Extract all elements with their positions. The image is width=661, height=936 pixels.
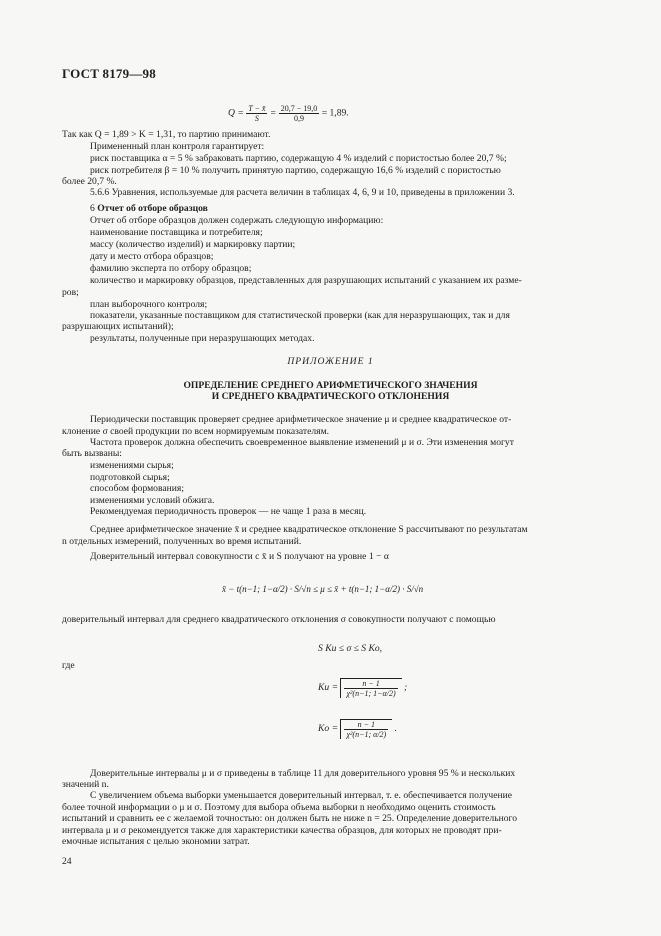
appendix-period: Рекомендуемая периодичность проверок — не чаще 1 раза в месяц. <box>90 506 367 517</box>
formula-ku-lhs: Kи = <box>318 682 339 694</box>
appendix-table11: Доверительные интервалы μ и σ приведены в таблице 11 для доверительного уровня 95 % и нескольких <box>90 768 516 779</box>
formula-sigma: S Kи ≤ σ ≤ S Kо, <box>318 643 383 654</box>
cause-item: изменениями условий обжига. <box>90 495 215 506</box>
cause-item: способом формования; <box>90 483 184 494</box>
s6-item: дату и место отбора образцов; <box>90 251 214 262</box>
appendix-table11-cont: значений n. <box>62 779 109 790</box>
formula-ko <box>318 719 397 739</box>
formula-ku-den: χ²(n−1; 1−α/2) <box>346 689 396 698</box>
appendix-label: ПРИЛОЖЕНИЕ 1 <box>287 356 374 367</box>
formula-q-frac1-num: T − x̄ <box>248 104 266 113</box>
formula-ko-num: n − 1 <box>344 720 388 730</box>
formula-q: Q = $\frac{T - x̄}{S}$ = $\frac{20,7 - 19,0}{0,9}$ = 1,89. <box>228 104 349 123</box>
formula-q-frac2 <box>279 104 320 123</box>
s6-item: наименование поставщика и потребителя; <box>90 227 263 238</box>
s6-item-indicators: показатели, указанные поставщиком для статистической проверки (как для неразрушающих, так и для <box>90 310 510 321</box>
final-line: более точной информации о μ и σ. Поэтому для выбора объема выборки n необходимо оценить стоимость <box>62 802 496 813</box>
appendix-title-line1: ОПРЕДЕЛЕНИЕ СРЕДНЕГО АРИФМЕТИЧЕСКОГО ЗНАЧЕНИЯ <box>183 380 478 391</box>
formula-ko-frac <box>344 720 388 739</box>
s6-item: Отчет об отборе образцов должен содержать следующую информацию: <box>90 215 384 226</box>
formula-ku-num: n − 1 <box>344 679 397 689</box>
cause-item: подготовкой сырья; <box>90 472 170 483</box>
document-header: ГОСТ 8179—98 <box>62 66 156 81</box>
s6-item-results: результаты, полученные при неразрушающих методах. <box>90 333 315 344</box>
where-label: где <box>62 660 75 671</box>
s6-item-qty: количество и маркировку образцов, представленных для разрушающих испытаний с указанием их разме- <box>90 275 522 286</box>
appendix-para1: Периодически поставщик проверяет среднее арифметическое значение μ и среднее квадратическое от- <box>90 414 512 425</box>
s6-item: массу (количество изделий) и маркировку партии; <box>90 239 296 250</box>
cause-item: изменениями сырья; <box>90 460 174 471</box>
formula-q-lhs: Q = <box>228 107 244 119</box>
formula-ku <box>318 678 407 698</box>
appendix-ci-intro: Доверительный интервал совокупности с x̄ и S получают на уровне 1 − α <box>90 551 389 562</box>
final-line: испытаний и сравнить ее с желаемой точностью: он должен быть не ниже n = 25. Определение доверительного <box>62 813 517 824</box>
formula-ku-end: ; <box>404 682 408 694</box>
text-risk-supplier: риск поставщика α = 5 % забраковать партию, содержащую 4 % изделий с пористостью более 20,7 %; <box>90 153 507 164</box>
section6-number: 6 <box>90 203 98 214</box>
formula-ku-frac <box>344 679 397 698</box>
text-plan: Примененный план контроля гарантирует: <box>90 141 265 152</box>
text-clause-566: 5.6.6 Уравнения, используемые для расчета величин в таблицах 4, 6, 9 и 10, приведены в приложении 3. <box>90 187 515 198</box>
text-since: Так как Q = 1,89 > K = 1,31, то партию принимают. <box>62 129 271 140</box>
s6-item: фамилию эксперта по отбору образцов; <box>90 263 252 274</box>
final-line: С увеличением объема выборки уменьшается доверительный интервал, т. е. обеспечивается получение <box>90 790 513 801</box>
formula-ko-den: χ²(n−1; α/2) <box>346 730 387 739</box>
formula-q-frac2-num: 20,7 − 19,0 <box>280 104 318 113</box>
text-risk-consumer: риск потребителя β = 10 % получить принятую партию, содержащую 16,6 % изделий с пористостью <box>90 165 501 176</box>
text-risk-consumer-cont: более 20,7 %. <box>62 176 117 187</box>
formula-ko-lhs: Kо = <box>318 723 339 735</box>
s6-item-indicators-cont: разрушающих испытаний); <box>62 321 174 332</box>
appendix-mean-cont: n отдельных измерений, полученных во время испытаний. <box>62 536 302 547</box>
appendix-title-line2: И СРЕДНЕГО КВАДРАТИЧЕСКОГО ОТКЛОНЕНИЯ <box>211 391 450 402</box>
s6-item-qty-cont: ров; <box>62 287 79 298</box>
appendix-para2: Частота проверок должна обеспечить своевременное выявление изменений μ и σ. Эти изменения могут <box>90 437 514 448</box>
appendix-para2-cont: быть вызваны: <box>62 448 122 459</box>
formula-ci: x̄ − t(n−1; 1−α/2) · S/√n ≤ μ ≤ x̄ + t(n−1; 1−α/2) · S/√n <box>222 584 424 594</box>
formula-q-frac1 <box>246 104 267 123</box>
formula-ko-sqrt <box>340 719 392 739</box>
formula-ku-sqrt <box>340 678 401 698</box>
appendix-sigma-intro: доверительный интервал для среднего квадратического отклонения σ совокупности получают с помощью <box>62 614 496 625</box>
formula-ko-end: . <box>394 723 398 735</box>
formula-q-frac2-den: 0,9 <box>294 114 305 123</box>
appendix-mean: Среднее арифметическое значение x̄ и среднее квадратическое отклонение S рассчитывают по результатам <box>90 524 528 535</box>
section6-heading <box>90 203 208 215</box>
appendix-para1-cont: клонение σ своей продукции по всем нормируемым показателям. <box>62 426 330 437</box>
final-line: интервала μ и σ рекомендуется также для характеристики качества образцов, для которых не проводят при- <box>62 825 502 836</box>
s6-item-plan: план выборочного контроля; <box>90 299 208 310</box>
page-number: 24 <box>62 856 72 867</box>
formula-q-result: = 1,89. <box>321 107 349 119</box>
final-line: емочные испытания с целью экономии затрат. <box>62 836 250 847</box>
formula-q-frac1-den: S <box>254 114 259 123</box>
section6-title: Отчет об отборе образцов <box>97 203 208 214</box>
